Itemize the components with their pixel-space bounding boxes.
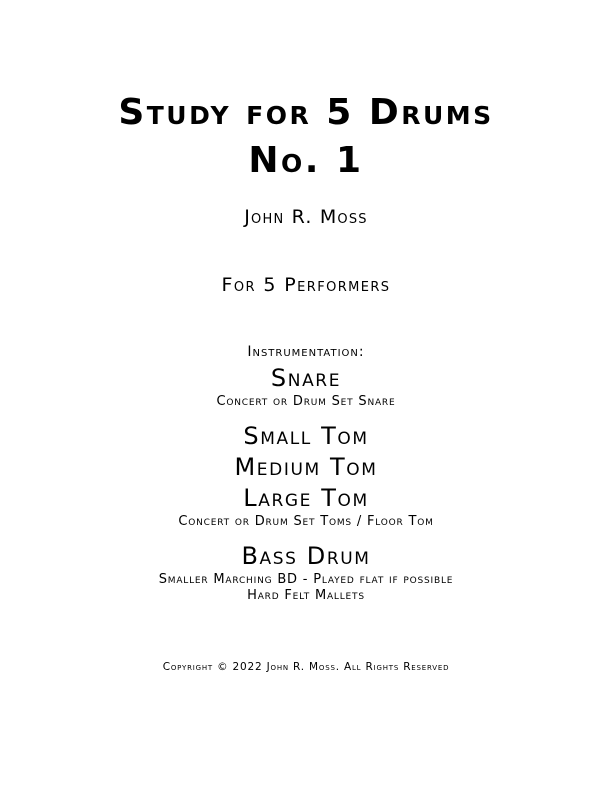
title-line-2: No. 1 xyxy=(248,140,364,181)
large-tom-label: Large Tom xyxy=(243,484,369,512)
title-line-1: Study for 5 Drums xyxy=(118,92,494,133)
snare-note: Concert or Drum Set Snare xyxy=(216,394,396,409)
composer-name: John R. Moss xyxy=(244,206,368,228)
toms-note: Concert or Drum Set Toms / Floor Tom xyxy=(178,514,434,529)
bass-drum-note-2: Hard Felt Mallets xyxy=(247,588,365,603)
instrumentation-heading: Instrumentation: xyxy=(247,344,365,360)
bass-drum-note-1: Smaller Marching BD - Played flat if possible xyxy=(158,572,454,587)
small-tom-label: Small Tom xyxy=(243,422,369,450)
copyright-notice: Copyright © 2022 John R. Moss. All Rights Reserved xyxy=(162,661,450,673)
performers-line: For 5 Performers xyxy=(221,274,391,296)
bass-drum-label: Bass Drum xyxy=(241,542,371,570)
snare-label: Snare xyxy=(270,364,342,392)
medium-tom-label: Medium Tom xyxy=(234,453,378,481)
